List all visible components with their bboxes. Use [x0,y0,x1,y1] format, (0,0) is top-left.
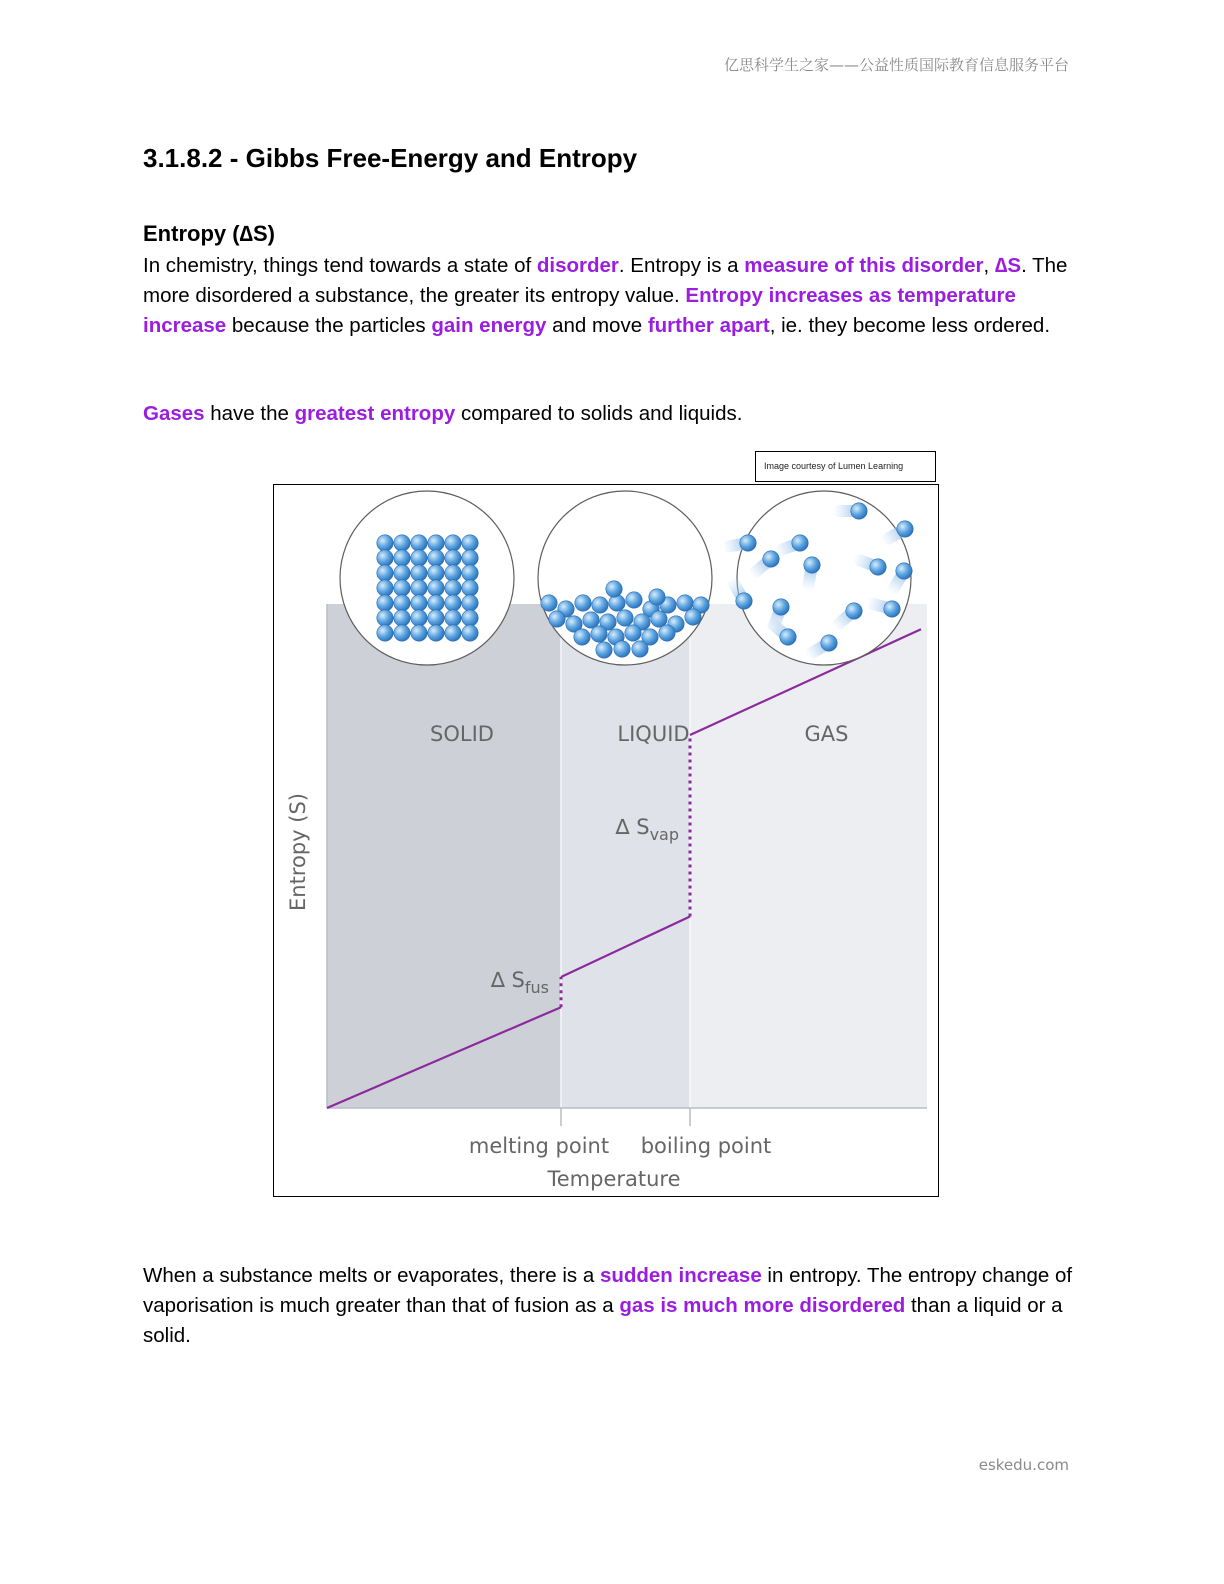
highlighted-term: disorder [536,254,619,277]
particle [428,580,444,596]
particle [377,550,393,566]
highlighted-term: greatest entropy [294,402,456,425]
delta-subscript: vap [649,825,679,844]
particle [445,595,461,611]
particle [736,593,752,609]
particle [583,612,599,628]
entropy-figure [273,484,939,1197]
particle [575,595,591,611]
particle [428,565,444,581]
footer-site: eskedu.com [978,1456,1069,1474]
y-axis-label: Entropy (S) [286,793,310,911]
particle [377,535,393,551]
highlighted-term: gas is much more disordered [619,1294,906,1317]
particle [377,580,393,596]
particle [549,611,565,627]
particle [763,551,779,567]
phase-label-solid: SOLID [430,722,494,746]
particle [377,610,393,626]
particle [649,589,665,605]
delta-subscript: fus [524,978,549,997]
particle [897,521,913,537]
highlighted-term: ∆S [994,254,1022,277]
highlighted-term: sudden increase [599,1264,762,1287]
particle [596,642,612,658]
text-run: compared to solids and liquids. [455,402,743,425]
particle [428,535,444,551]
particle [411,565,427,581]
particle [804,557,820,573]
section-heading: Entropy (∆S) [143,221,276,246]
particle [884,601,900,617]
particle [428,625,444,641]
particle [428,550,444,566]
highlighted-term: gain energy [431,314,547,337]
highlighted-term: Gases [143,402,205,425]
particle [411,595,427,611]
particle [541,595,557,611]
particle [445,535,461,551]
particle [626,592,642,608]
x-tick-label: boiling point [640,1134,772,1158]
paragraph-gases [143,399,1073,429]
particle [792,535,808,551]
region-liquid [561,604,690,1108]
particle [445,625,461,641]
particle [377,625,393,641]
particle [821,635,837,651]
solid-particles-icon [340,491,514,665]
particle [740,535,756,551]
highlighted-term: Entropy increases as temperature increase [143,284,1016,337]
particle [617,610,633,626]
particle [445,610,461,626]
particle [591,626,607,642]
x-axis-label: Temperature [547,1167,681,1191]
particle [606,581,622,597]
text-run: , ie. they become less ordered. [769,314,1051,337]
particle [394,535,410,551]
delta-symbol: ∆ S [490,968,525,992]
phase-label-gas: GAS [804,722,849,746]
particle [411,610,427,626]
image-credit: Image courtesy of Lumen Learning [755,451,936,482]
particle [462,565,478,581]
particle [462,550,478,566]
text-run: than a liquid or a solid. [143,1294,1063,1347]
text-run: and move [546,314,648,337]
x-tick-label: melting point [468,1134,610,1158]
particle [394,550,410,566]
particle [773,599,789,615]
particle [428,595,444,611]
particle [592,597,608,613]
liquid-particles-icon [538,491,712,665]
delta-symbol: ∆ S [615,815,650,839]
text-run: . Entropy is a [618,254,745,277]
particle [411,535,427,551]
particle [394,610,410,626]
particle [851,503,867,519]
region-solid [327,604,561,1108]
phase-label-liquid: LIQUID [617,722,690,746]
paragraph-entropy-intro [143,251,1073,341]
highlighted-term: further apart [647,314,770,337]
particle [394,580,410,596]
entropy-chart [274,485,937,1195]
particle [411,550,427,566]
particle [780,629,796,645]
text-run: In chemistry, things tend towards a state of [143,254,537,277]
particle [394,595,410,611]
page-title: 3.1.8.2 - Gibbs Free-Energy and Entropy [143,143,638,173]
particle [377,595,393,611]
text-run: because the particles [226,314,432,337]
particle [896,563,912,579]
particle [609,595,625,611]
particle [632,641,648,657]
particle [445,550,461,566]
text-run: have the [204,402,295,425]
text-run: . The more disordered a substance, the greater its entropy value. [143,254,1068,307]
particle [445,580,461,596]
particle [614,641,630,657]
particle [462,535,478,551]
particle [870,559,886,575]
highlighted-term: measure of this disorder [744,254,984,277]
particle [685,609,701,625]
particle [377,565,393,581]
text-run: When a substance melts or evaporates, there is a [143,1264,600,1287]
particle [428,610,444,626]
particle [394,625,410,641]
text-run: in entropy. The entropy change of vaporisation is much greater than that of fusion as a [143,1264,1073,1317]
particle [677,595,693,611]
particle [462,625,478,641]
particle [846,603,862,619]
particle [394,565,410,581]
particle [445,565,461,581]
particle [574,629,590,645]
particle [651,611,667,627]
header-tagline: 亿思科学生之家——公益性质国际教育信息服务平台 [723,56,1069,74]
particle [659,625,675,641]
paragraph-phase-change [143,1261,1073,1351]
particle [462,580,478,596]
particle [462,595,478,611]
particle [625,625,641,641]
particle [462,610,478,626]
text-run: , [983,254,995,277]
particle [411,625,427,641]
particle [411,580,427,596]
